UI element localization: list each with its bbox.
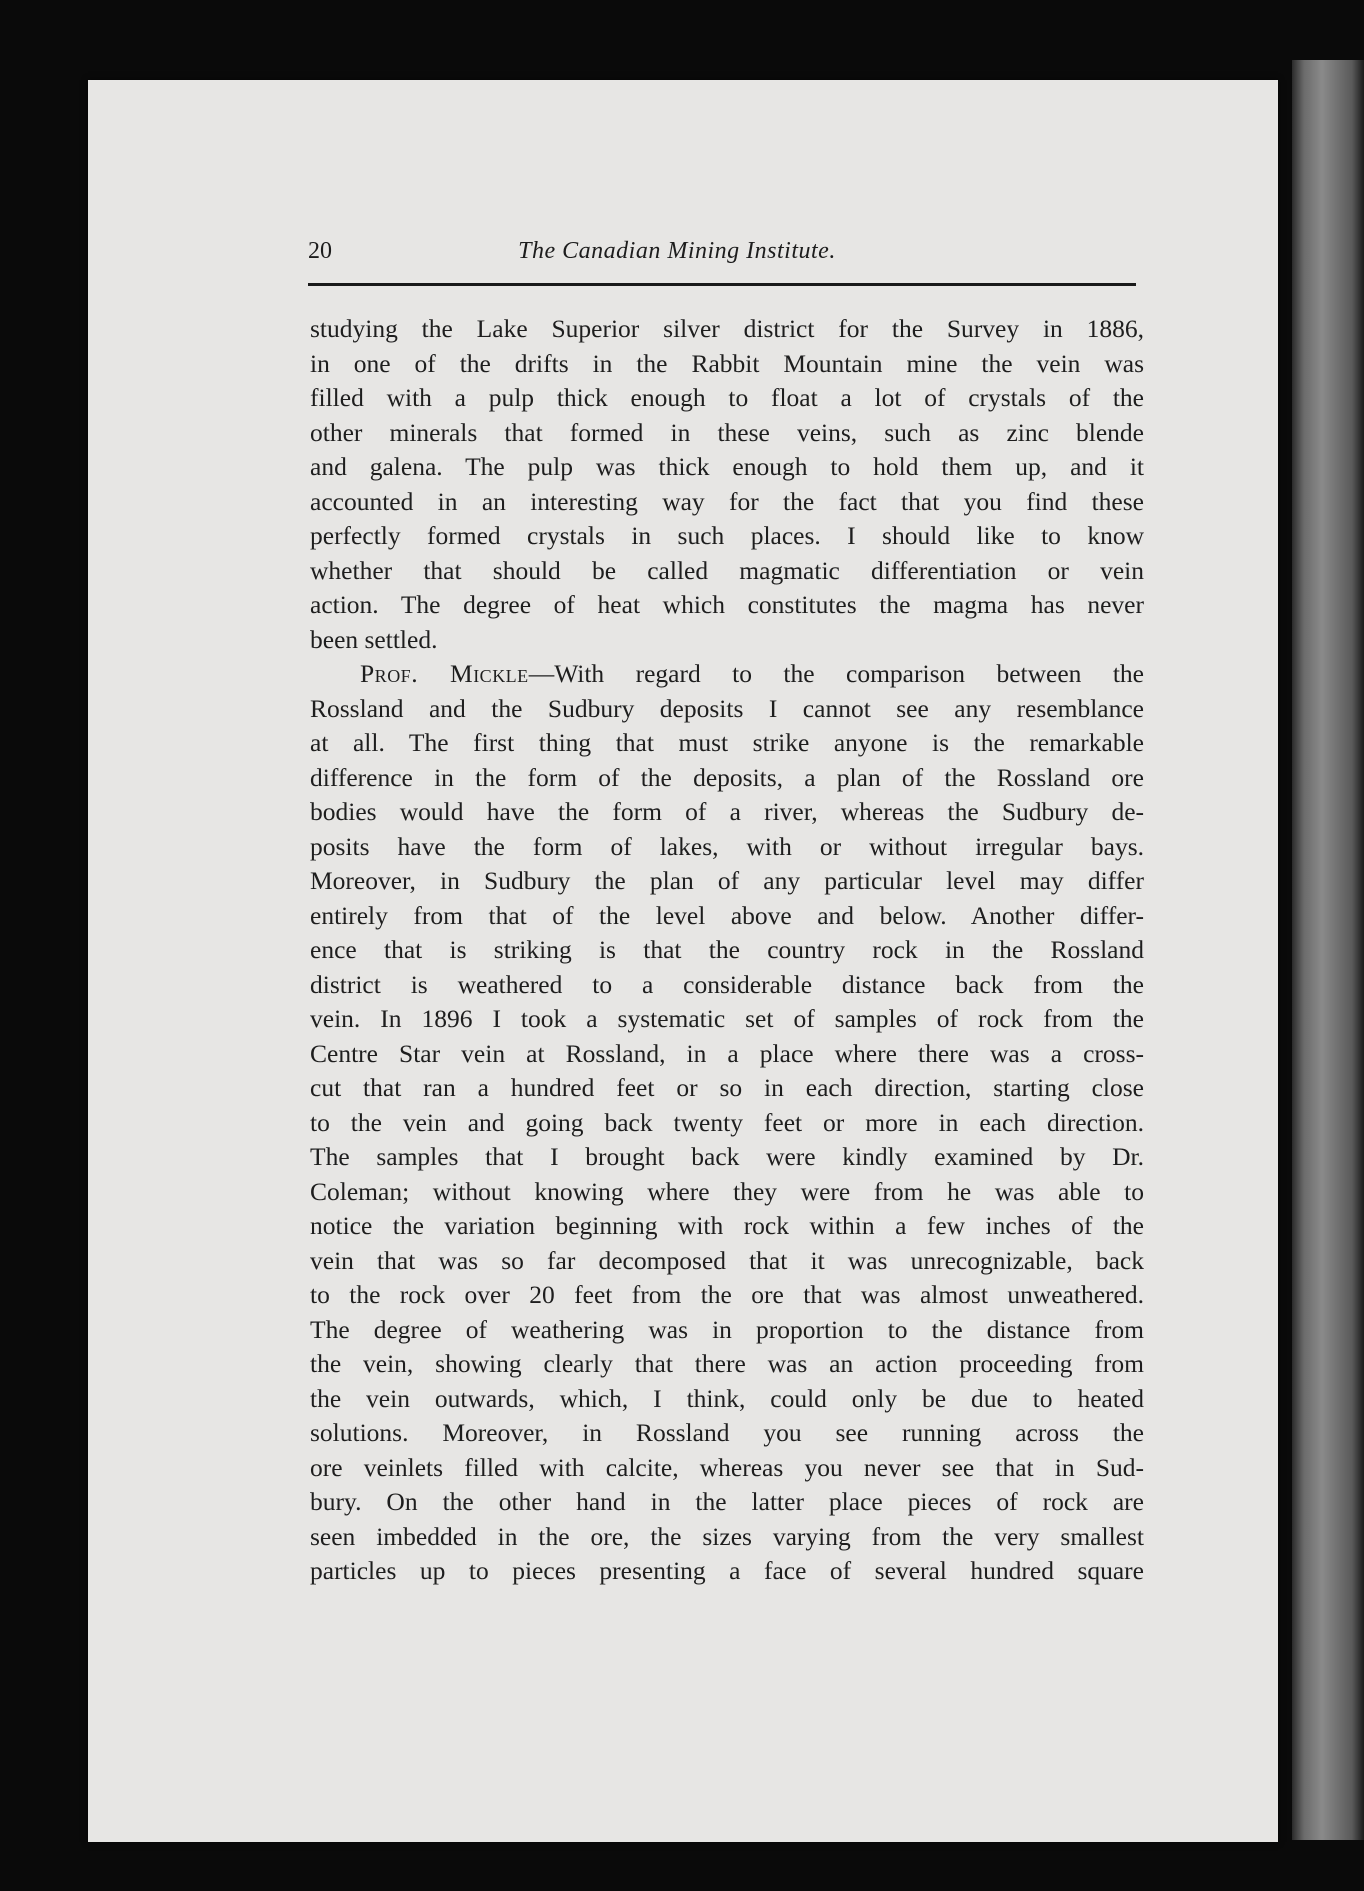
text-line: posits have the form of lakes, with or without irregular bays.: [310, 831, 1144, 861]
text-line: difference in the form of the deposits, a plan of the Rossland ore: [310, 762, 1144, 792]
text-line: The samples that I brought back were kindly examined by Dr.: [310, 1142, 1144, 1171]
text-line: ore veinlets filled with calcite, whereas you never see that in Sud-: [310, 1452, 1144, 1482]
text-line: whether that should be called magmatic differentiation or vein: [310, 555, 1144, 585]
text-line: The degree of weathering was in proportion to the distance from: [310, 1314, 1144, 1344]
journal-title: The Canadian Mining Institute.: [518, 238, 836, 264]
text-line: filled with a pulp thick enough to float a lot of crystals of the: [310, 383, 1144, 412]
text-line: bodies would have the form of a river, whereas the Sudbury de-: [310, 797, 1144, 826]
text-line: vein that was so far decomposed that it was unrecognizable, back: [310, 1245, 1144, 1275]
text-line: Moreover, in Sudbury the plan of any particular level may differ: [310, 866, 1144, 895]
text-line: particles up to pieces presenting a face of several hundred square: [310, 1556, 1144, 1585]
speaker-line-text: With regard to the comparison between the: [554, 659, 1144, 688]
text-line: Coleman; without knowing where they were from he was able to: [310, 1176, 1144, 1206]
header-rule: [308, 283, 1136, 286]
text-line: Centre Star vein at Rossland, in a place where there was a cross-: [310, 1038, 1144, 1068]
text-line: and galena. The pulp was thick enough to hold them up, and it: [310, 452, 1144, 481]
text-line: district is weathered to a considerable distance back from the: [310, 969, 1144, 999]
text-line: seen imbedded in the ore, the sizes varying from the very smallest: [310, 1521, 1144, 1551]
text-line: cut that ran a hundred feet or so in each direction, starting close: [310, 1073, 1144, 1102]
text-line: to the vein and going back twenty feet or more in each direction.: [310, 1107, 1144, 1137]
adjacent-page-edge: [1292, 60, 1364, 1840]
text-line: been settled.: [310, 624, 438, 654]
text-line: at all. The first thing that must strike anyone is the remarkable: [310, 728, 1144, 757]
body-text: [310, 312, 1144, 1589]
text-line: in one of the drifts in the Rabbit Mountain mine the vein was: [310, 348, 1144, 378]
text-line: studying the Lake Superior silver district for the Survey in 1886,: [310, 314, 1144, 343]
text-line: bury. On the other hand in the latter place pieces of rock are: [310, 1487, 1144, 1516]
speaker-name: Prof. Mickle: [360, 659, 529, 688]
speaker-line: [310, 657, 1144, 692]
text-line: the vein, showing clearly that there was an action proceeding from: [310, 1349, 1144, 1378]
text-line: action. The degree of heat which constitutes the magma has never: [310, 590, 1144, 619]
text-line: accounted in an interesting way for the fact that you find these: [310, 486, 1144, 516]
text-line: perfectly formed crystals in such places. I should like to know: [310, 521, 1144, 550]
text-line: to the rock over 20 feet from the ore that was almost unweathered.: [310, 1280, 1144, 1309]
text-line: notice the variation beginning with rock within a few inches of the: [310, 1211, 1144, 1240]
page-number: 20: [308, 238, 332, 264]
text-line: Rossland and the Sudbury deposits I cannot see any resemblance: [310, 693, 1144, 723]
text-line: vein. In 1896 I took a systematic set of samples of rock from the: [310, 1004, 1144, 1033]
running-head: [218, 232, 1136, 272]
text-line: solutions. Moreover, in Rossland you see running across the: [310, 1418, 1144, 1447]
speaker-dash: —: [528, 659, 555, 688]
text-line: entirely from that of the level above and below. Another differ-: [310, 900, 1144, 930]
text-line: the vein outwards, which, I think, could only be due to heated: [310, 1383, 1144, 1413]
text-line: ence that is striking is that the country rock in the Rossland: [310, 935, 1144, 964]
text-line: other minerals that formed in these veins, such as zinc blende: [310, 417, 1144, 447]
